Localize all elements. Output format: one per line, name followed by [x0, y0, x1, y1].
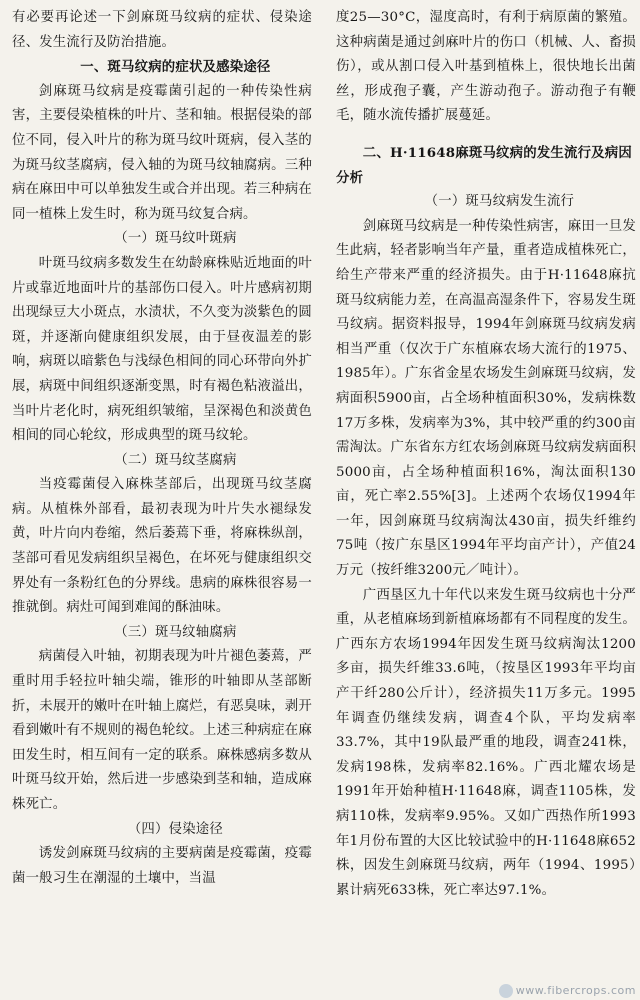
watermark-logo-icon [499, 984, 513, 998]
right-column [336, 6, 636, 903]
section1-heading: 一、斑马纹病的症状及感染途径 [80, 59, 271, 76]
section2-heading: 二、H·11648麻斑马纹病的发生流行及病因分析 [336, 144, 632, 186]
subsection4-paragraph: 诱发剑麻斑马纹病的主要病菌是疫霉菌，疫霉菌一般习生在潮湿的土壤中，当温 [12, 846, 312, 886]
subsection4-heading: （四）侵染途径 [127, 821, 223, 837]
intro-paragraph: 有必要再论述一下剑麻斑马纹病的症状、侵染途径、发生流行及防治措施。 [12, 10, 312, 50]
subsection2-heading: （二）斑马纹茎腐病 [114, 452, 237, 468]
subsection3-heading: （三）斑马纹轴腐病 [114, 624, 237, 640]
subsection1-paragraph: 叶斑马纹病多数发生在幼龄麻株贴近地面的叶片或靠近地面叶片的基部伤口侵入。叶片感病初期出现绿豆大小斑点，水渍状，不久变为淡紫色的圆斑，并逐渐向健康组织发展，由于昼夜温差的影响，病斑以暗紫色与浅绿色相间的同心环带向外扩展，病斑中间组织逐渐变黑，时有褐色粘液溢出，当叶片老化时，病死组织皱缩，呈深褐色和淡黄色相间的同心轮纹，形成典型的斑马纹轮。 [12, 255, 312, 444]
watermark-text: www.fibercrops.com [515, 984, 636, 997]
continued-paragraph: 度25—30°C，湿度高时，有利于病原菌的繁殖。这种病菌是通过剑麻叶片的伤口（机械、人、畜损伤），或从割口侵入叶基到植株上，很快地长出菌丝，形成孢子囊，产生游动孢子。游动孢子有鞭毛，随水流传播扩展蔓延。 [336, 10, 636, 124]
subsection1-heading: （一）斑马纹叶斑病 [114, 231, 237, 247]
left-column [12, 6, 312, 891]
site-watermark [499, 984, 636, 998]
subsectionA-paragraph: 剑麻斑马纹病是一种传染性病害，麻田一旦发生此病，轻者影响当年产量，重者造成植株死亡，给生产带来严重的经济损失。由于H·11648麻抗斑马纹病能力差，在高温高湿条件下，容易发生斑马纹病。据资料报导，1994年剑麻斑马纹病发病相当严重（仅次于广东植麻农场大流行的1975、1985年）。广东省金星农场发生剑麻斑马纹病，发病面积5900亩，占全场种植面积30%，发病株数17万多株，发病率为3%，其中较严重的约300亩需淘汰。广东省东方红农场剑麻斑马纹病发病面积5000亩，占全场种植面积16%，淘汰面积130亩，死亡率2.55%[3]。上述两个农场仅1994年一年，因剑麻斑马纹病淘汰430亩，损失纤维约75吨（按广东垦区1994年平均亩产计），产值24万元（按纤维3200元／吨计）。 [336, 218, 636, 579]
section-gap [336, 129, 636, 141]
subsectionB-paragraph: 广西垦区九十年代以来发生斑马纹病也十分严重，从老植麻场到新植麻场都有不同程度的发生。广西东方农场1994年因发生斑马纹病淘汰1200多亩，损失纤维33.6吨，（按垦区1993年平均亩产干纤280公斤计），经济损失11万多元。1995年调查仍继续发病，调查4个队，平均发病率33.7%，其中19队最严重的地段，调查241株，发病198株，发病率82.16%。广西北耀农场是1991年开始种植H·11648麻，调查1105株，发病110株，发病率9.95%。又如广西热作所1993年1月份布置的大区比较试验中的H·11648麻652株，因发生剑麻斑马纹病，两年（1994、1995）累计病死633株，死亡率达97.1%。 [336, 587, 636, 898]
subsection3-paragraph: 病菌侵入叶轴，初期表现为叶片褪色萎蔫，严重时用手轻拉叶轴尖端，锥形的叶轴即从茎部断折，未展开的嫩叶在叶轴上腐烂，有恶臭味，剥开看到嫩叶有不规则的褐色轮纹。上述三种病症在麻田发生时，相互间有一定的联系。麻株感病多数从叶斑马纹开始，然后进一步感染到茎和轴，造成麻株死亡。 [12, 649, 312, 812]
subsection2-paragraph: 当疫霉菌侵入麻株茎部后，出现斑马纹茎腐病。从植株外部看，最初表现为叶片失水褪绿发黄，叶片向内卷缩，然后萎蔫下垂，将麻株纵剖，茎部可看见发病组织呈褐色，在坏死与健康组织交界处有一条粉红色的分界线。患病的麻株很容易一推就倒。病灶可闻到难闻的酥油味。 [12, 477, 312, 616]
section1-paragraph: 剑麻斑马纹病是疫霉菌引起的一种传染性病害，主要侵染植株的叶片、茎和轴。根据侵染的部位不同，侵入叶片的称为斑马纹叶斑病，侵入茎的为斑马纹茎腐病，侵入轴的为斑马纹轴腐病。三种病在麻田中可以单独发生或合并出现。若三种病在同一植株上发生时，称为斑马纹复合病。 [12, 83, 312, 222]
subsectionA-heading: （一）斑马纹病发生流行 [424, 194, 575, 210]
